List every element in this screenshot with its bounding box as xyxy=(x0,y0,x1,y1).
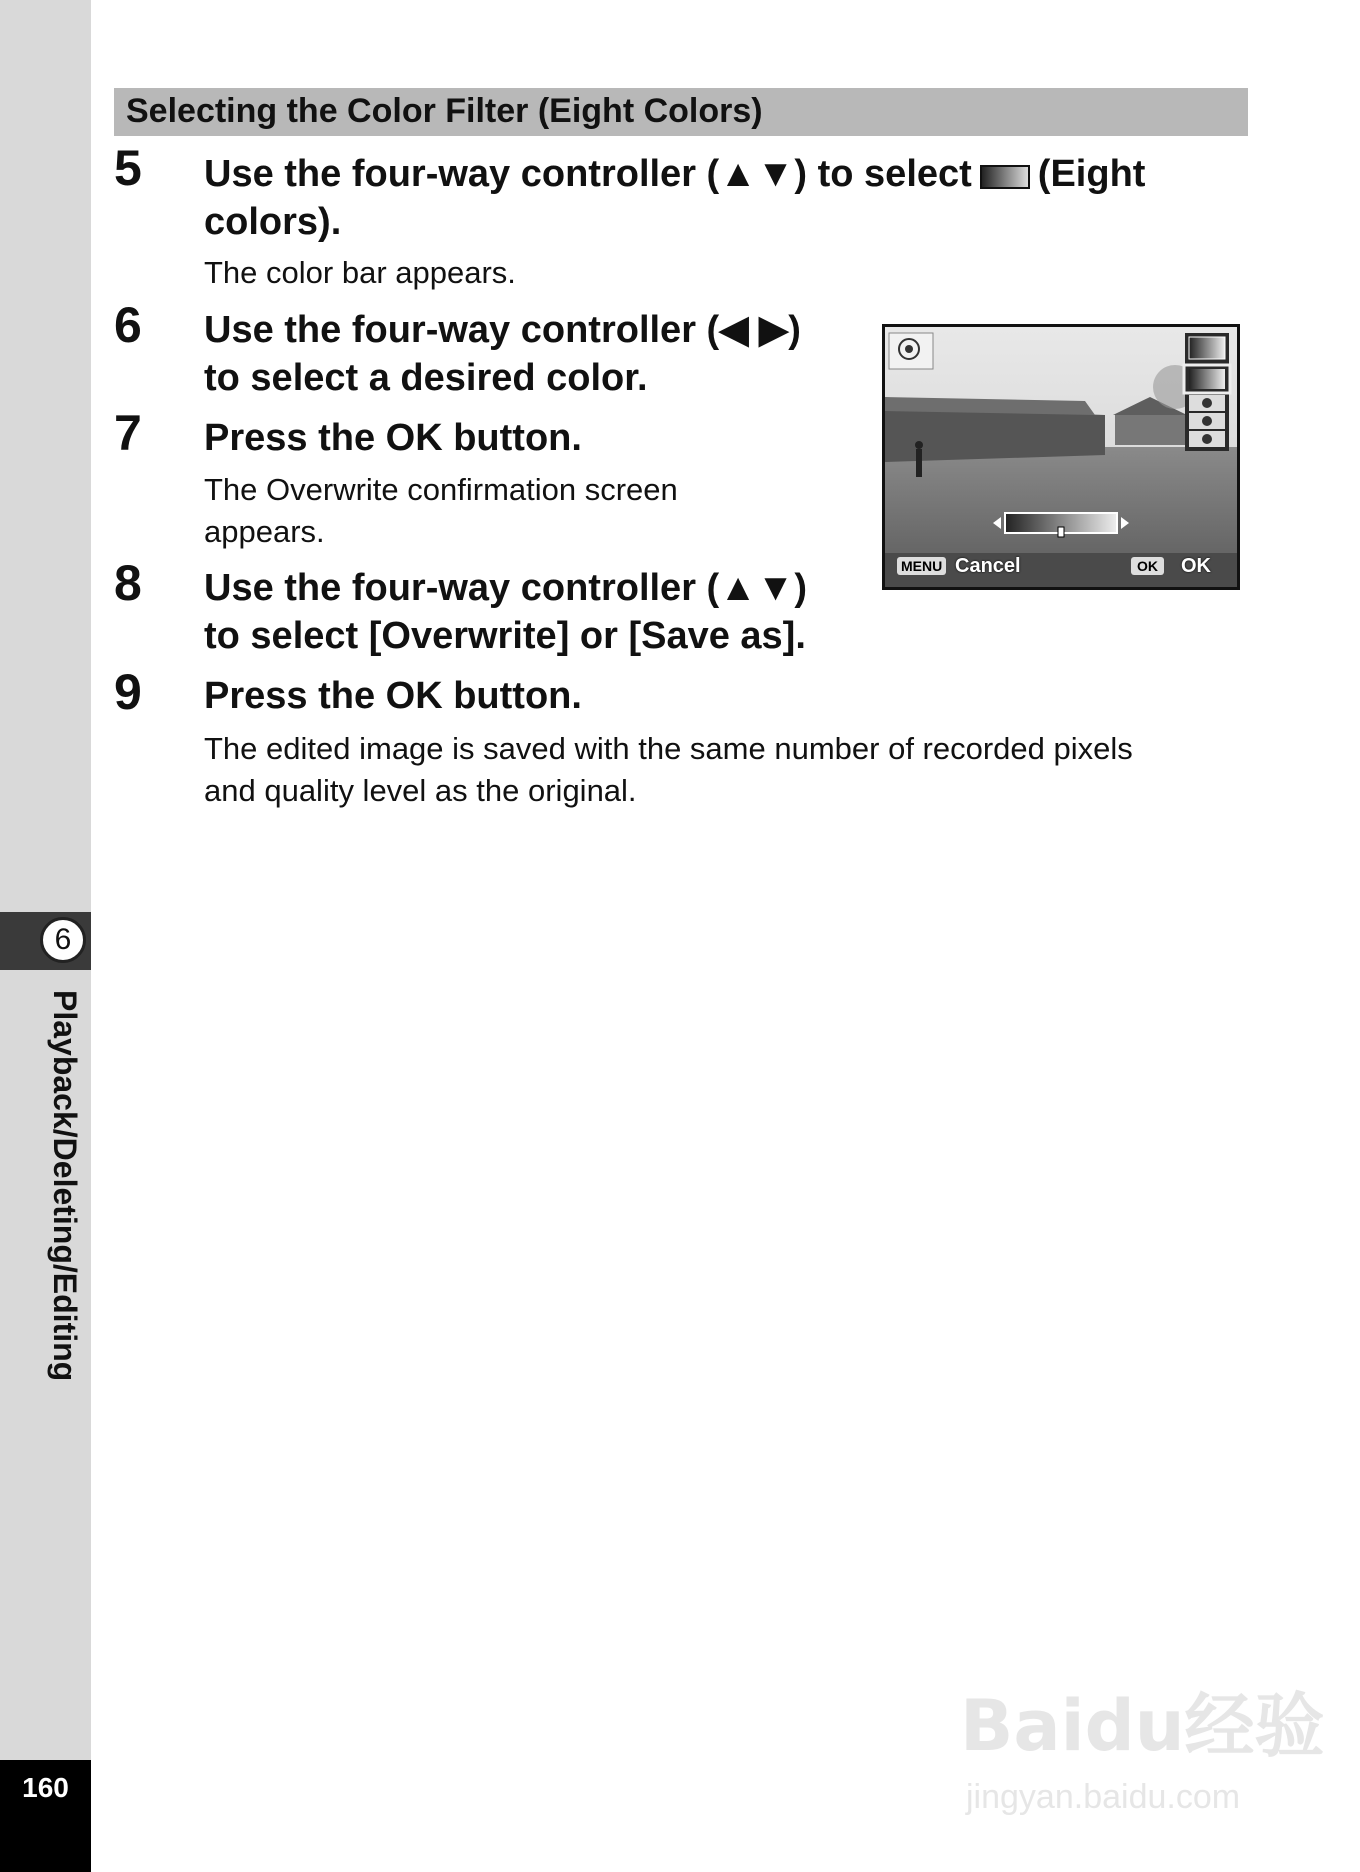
cancel-label[interactable]: Cancel xyxy=(955,555,1021,577)
step-9-note-line2: and quality level as the original. xyxy=(204,773,637,808)
step-7-number: 7 xyxy=(114,405,142,461)
color-bar-slider[interactable] xyxy=(993,513,1129,537)
step-5-number: 5 xyxy=(114,140,142,196)
person-figure xyxy=(916,449,922,477)
step-9-text: Press the OK button. xyxy=(204,675,582,717)
step-5-text-a: Use the four-way controller (▲▼) to select xyxy=(204,153,972,195)
step-6-line2: to select a desired color. xyxy=(204,357,648,399)
ok-label[interactable]: OK xyxy=(1181,555,1211,577)
step-7-note-line2: appears. xyxy=(204,514,325,549)
menu-key-badge: MENU xyxy=(897,557,946,575)
step-6-line1: Use the four-way controller (◀ ▶) xyxy=(204,309,801,351)
section-title: Selecting the Color Filter (Eight Colors) xyxy=(126,92,763,130)
step-5-text-b: (Eight colors). xyxy=(204,153,1146,243)
baidu-watermark-url: jingyan.baidu.com xyxy=(966,1778,1241,1816)
color-bar-thumb[interactable] xyxy=(1058,527,1064,537)
filter-selector-column xyxy=(1184,333,1230,451)
step-8-line2: to select [Overwrite] or [Save as]. xyxy=(204,615,806,657)
step-5-text xyxy=(204,150,1254,246)
building-right xyxy=(1115,415,1185,445)
camera-photo xyxy=(885,327,1237,587)
ok-key-badge: OK xyxy=(1131,557,1164,575)
step-9-note-line1: The edited image is saved with the same number of recorded pixels xyxy=(204,731,1133,766)
chapter-number: 6 xyxy=(40,917,86,963)
camera-lcd-screen xyxy=(882,324,1240,590)
page-number: 160 xyxy=(22,1772,69,1803)
step-9-number: 9 xyxy=(114,664,142,720)
step-6-number: 6 xyxy=(114,297,142,353)
eight-colors-filter-icon xyxy=(980,165,1030,189)
step-7-note-line1: The Overwrite confirmation screen xyxy=(204,472,678,507)
chapter-title: Playback/Deleting/Editing xyxy=(47,990,83,1382)
step-8-number: 8 xyxy=(114,555,142,611)
step-7-text: Press the OK button. xyxy=(204,417,582,459)
step-5-note: The color bar appears. xyxy=(204,255,516,290)
baidu-watermark-logo: Baidu经验 xyxy=(960,1685,1325,1767)
step-8-line1: Use the four-way controller (▲▼) xyxy=(204,567,808,609)
